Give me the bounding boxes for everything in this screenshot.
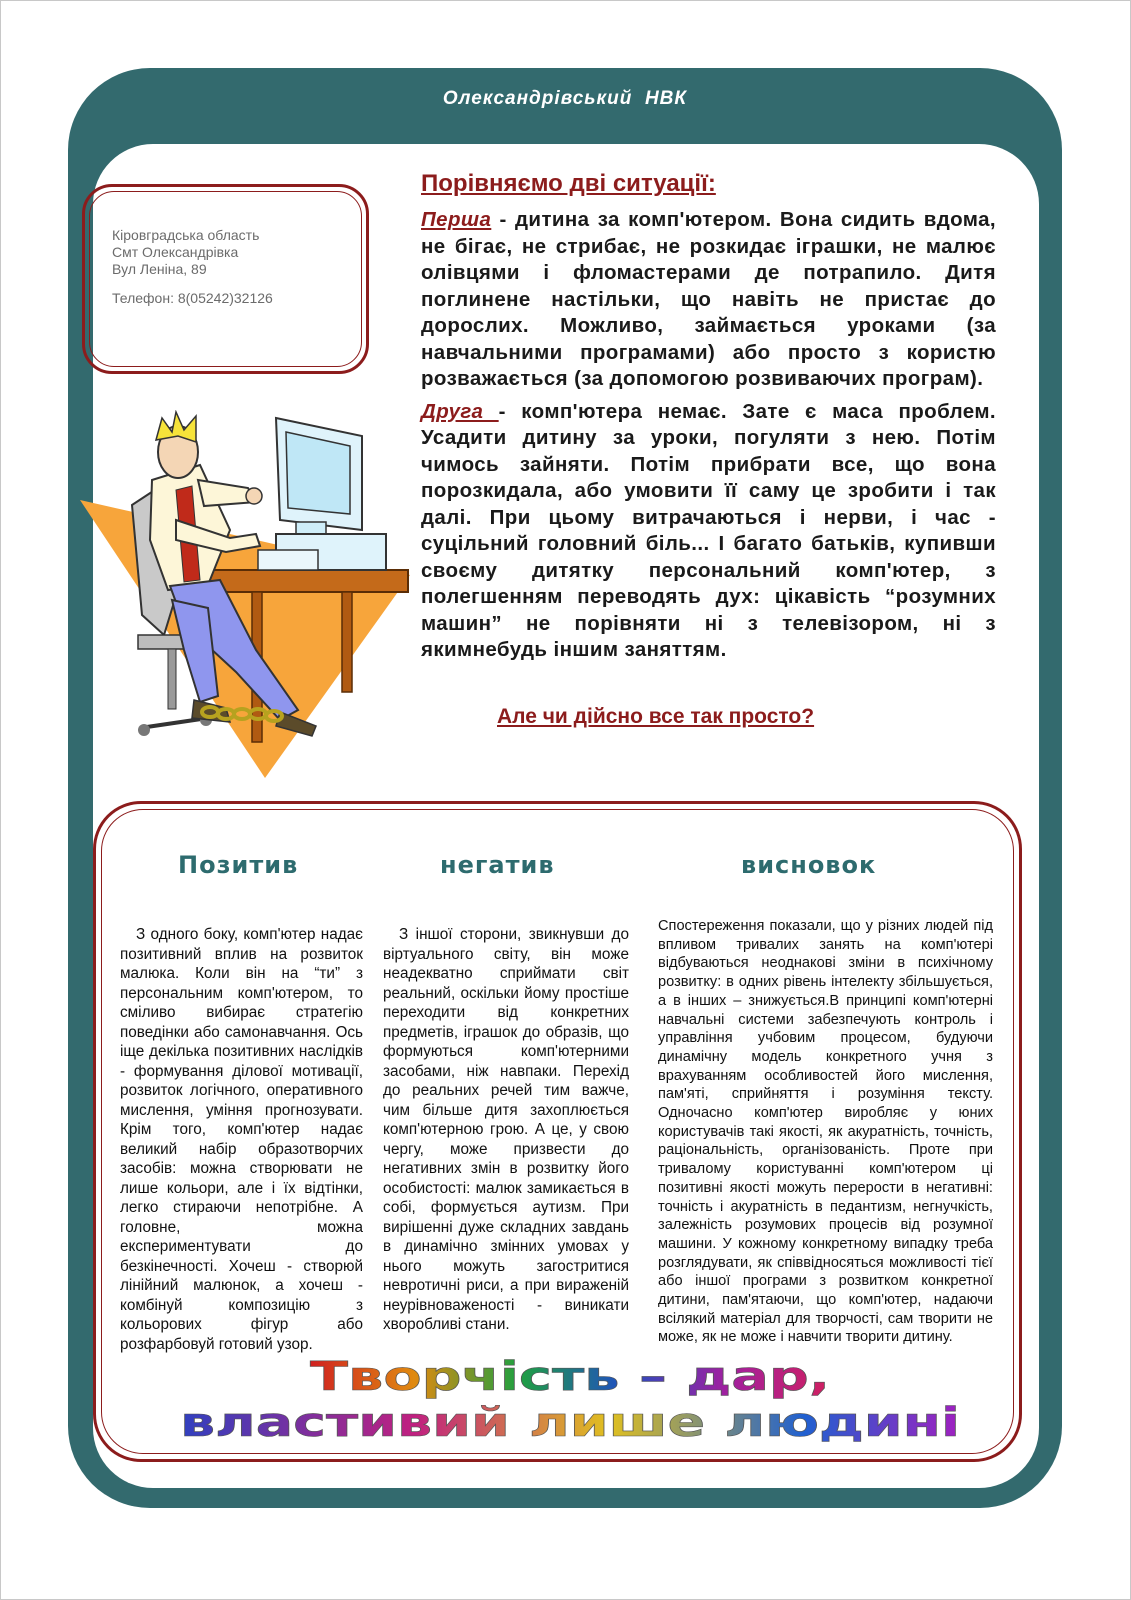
conclusion-text: Спостереження показали, що у різних людей під впливом тривалих занять на комп'ютері відбуваються неоднакові зміни в психічному розвитку: в одних рівень інтелекту збільшується, а в інших – знижується.В принципі комп'ютерні навчальні системи забезпечують контроль і управління учбовим процесом, будуючи динамічну модель конкретного учня з врахуванням особливостей його мислення, пам'яті, сприйняття і розуміння тексту. Одночасно комп'ютер виробляє у юних користувачів такі якості, як акуратність, точність, раціональність, організованість. Проте при тривалому користуванні комп'ютером ці позитивні якості можуть перерости в негативні: точність і акуратність в педантизм, негнучкість, залежність розумових процесів від розумної машини. У кожному конкретному випадку треба розглядувати, як співвідносяться можливості тієї або іншої програми з розвитком конкретної дитини, пам'ятаючи, що комп'ютер, надаючи всілякий матеріал для творчості, сам творити не може, як не може і навчити творити дитину. <box>658 918 993 1346</box>
first-lead: Перша <box>421 208 492 231</box>
slogan-wordart <box>170 1348 970 1458</box>
second-lead: Друга <box>421 399 499 423</box>
positive-heading: Позитив <box>178 851 299 879</box>
conclusion-column <box>658 917 993 1347</box>
negative-column <box>383 925 629 1335</box>
address-town: Смт Олександрівка <box>112 244 239 260</box>
address-street: Вул Леніна, 89 <box>112 261 207 277</box>
first-situation <box>421 207 996 393</box>
article-question: Але чи дійсно все так просто? <box>497 705 815 728</box>
slogan-line1: Творчість – дар, <box>310 1354 830 1400</box>
negative-heading: негатив <box>440 851 555 879</box>
address-phone: Телефон: 8(05242)32126 <box>112 290 273 306</box>
address-region: Кіровградська область <box>112 227 260 243</box>
slogan-line2: властивий лише людині <box>180 1400 960 1446</box>
positive-text: З одного боку, комп'ютер надає позитивний вплив на розвиток малюка. Коли він на “ти” з персональним комп'ютером, то сміливо вибирає стратегію поведінки або самонавчання. Ось іще декілька позитивних наслідків - формування ділової мотивації, розвиток логічного, оперативного мислення, уміння прогнозувати. Крім того, комп'ютер надає великий набір образотворчих засобів: можна створювати не лише кольори, але і їх відтінки, легко стираючи непотрібне. А головне, можна експериментувати до безкінечності. Хочеш - створюй лінійний малюнок, а хочеш - комбінуй композицію з кольорових фігур або розфарбовуй готовий узор. <box>120 926 363 1353</box>
conclusion-heading: висновок <box>741 851 877 879</box>
first-text: - дитина за комп'ютером. Вона сидить вдома, не бігає, не стрибає, не розкидає іграшки, не малює олівцями і фломастерами де потрапило. Дитя поглинене настільки, що навіть не пристає до дорослих. Можливо, займається уроками (за навчальними програмами) або просто з користю розважається (за допомогою розвиваючих програм). <box>421 208 996 390</box>
second-text: - комп'ютера немає. Зате є маса проблем. Усадити дитину за уроки, погуляти з нею. Потім чимось зайняти. Потім прибрати все, що вона порозкидала, або умовити її саму це зробити і так далі. При цьому витрачаються і нерви, і час - суцільний головний біль... І багато батьків, купивши своєму дитятку персональний комп'ютер, з полегшенням переводять дух: цікавість “розумних машин” не порівняти ні з телевізором, ні з якимнебудь іншим заняттям. <box>421 399 996 661</box>
school-title: Олександрівський НВК <box>442 88 688 109</box>
second-situation <box>421 399 996 664</box>
computer-user-illustration <box>80 410 420 795</box>
article-body <box>421 207 996 670</box>
article-heading: Порівняємо дві ситуації: <box>421 170 716 197</box>
negative-text: З іншої сторони, звикнувши до віртуального світу, він може неадекватно сприймати світ реальний, оскільки йому простіше переходити від конкретних предметів, іграшок до образів, що формуються комп'ютерними засобами, ніж навпаки. Перехід до реальних речей тим важче, чим більше дитя захоплюється комп'ютерною грою. А це, у свою чергу, може призвести до негативних змін в розвитку його особистості: малюк замикається в собі, формується аутизм. При вирішенні дуже складних завдань в динамічно змінних умовах у нього можуть загостритися невротичні риси, а при вираженій неурівноваженості - виникати хворобливі стани. <box>383 926 629 1333</box>
positive-column <box>120 925 363 1354</box>
address-block <box>112 227 352 307</box>
